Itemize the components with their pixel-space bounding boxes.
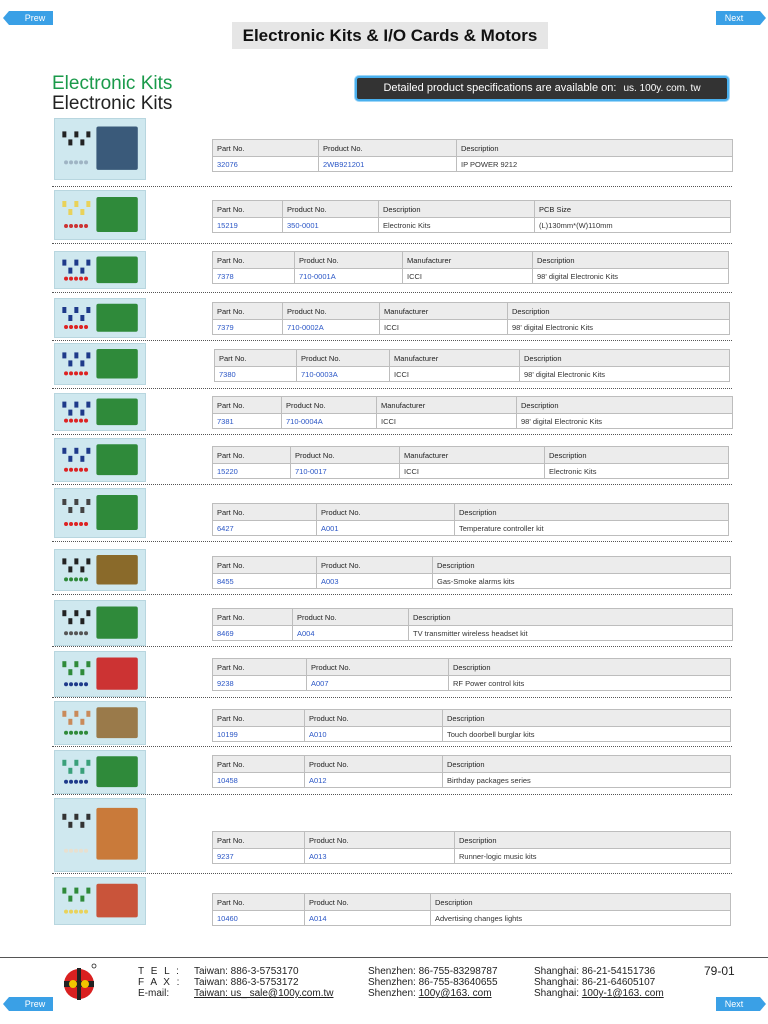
product-image	[54, 701, 146, 745]
shanghai-tel: Shanghai: 86-21-54151736	[534, 966, 656, 977]
product-number-link[interactable]: A004	[293, 626, 409, 641]
product-number-link[interactable]: 710-0001A	[295, 269, 403, 284]
table-row	[213, 521, 729, 536]
part-number-link[interactable]: 6427	[213, 521, 317, 536]
table-header-cell: Manufacturer	[380, 303, 508, 320]
prev-page-button-bottom[interactable]: Prew	[9, 997, 53, 1011]
tel-label: T E L :	[138, 966, 181, 977]
shanghai-fax: Shanghai: 86-21-64605107	[534, 977, 656, 988]
table-header-cell: Product No.	[295, 252, 403, 269]
table-header-cell: Product No.	[282, 397, 377, 414]
table-header-cell: Description	[449, 659, 731, 676]
table-header-cell: Description	[433, 557, 731, 574]
table-header-cell: Part No.	[213, 659, 307, 676]
table-header-cell: Product No.	[293, 609, 409, 626]
table-cell: ICCI	[403, 269, 533, 284]
section-title-green: Electronic Kits	[52, 73, 173, 94]
spec-banner-url[interactable]: us. 100y. com. tw	[623, 83, 701, 94]
shenzhen-tel: Shenzhen: 86-755-83298787	[368, 966, 498, 977]
product-image	[54, 549, 146, 591]
fax-label: F A X :	[138, 977, 182, 988]
row-separator	[52, 186, 732, 187]
shenzhen-email-label: Shenzhen:	[368, 988, 416, 999]
table-cell: TV transmitter wireless headset kit	[409, 626, 733, 641]
table-cell: 98' digital Electronic Kits	[520, 367, 730, 382]
table-header-cell: Part No.	[213, 557, 317, 574]
product-table	[212, 556, 731, 589]
product-table	[212, 658, 731, 691]
table-header-cell: Description	[517, 397, 733, 414]
table-cell: Temperature controller kit	[455, 521, 729, 536]
product-table	[212, 831, 731, 864]
table-header-cell: Part No.	[213, 447, 291, 464]
table-header-cell: Part No.	[213, 303, 283, 320]
table-header-cell: Description	[533, 252, 729, 269]
table-cell: ICCI	[377, 414, 517, 429]
product-number-link[interactable]: A012	[305, 773, 443, 788]
row-separator	[52, 484, 732, 485]
next-page-button[interactable]: Next	[716, 11, 760, 25]
product-table	[212, 503, 729, 536]
part-number-link[interactable]: 8455	[213, 574, 317, 589]
email-label: E-mail:	[138, 988, 170, 999]
product-image	[54, 118, 146, 180]
table-header-cell: Part No.	[213, 710, 305, 727]
table-cell: Advertising changes lights	[431, 911, 731, 926]
table-cell: (L)130mm*(W)110mm	[535, 218, 731, 233]
table-cell: ICCI	[390, 367, 520, 382]
row-separator	[52, 594, 732, 595]
table-header-cell: Description	[457, 140, 733, 157]
table-header-cell: Description	[455, 832, 731, 849]
prev-page-button[interactable]: Prew	[9, 11, 53, 25]
product-number-link[interactable]: 710-0003A	[297, 367, 390, 382]
table-row	[213, 320, 730, 335]
part-number-link[interactable]: 15219	[213, 218, 283, 233]
product-table	[212, 446, 729, 479]
table-row	[213, 464, 729, 479]
row-separator	[52, 646, 732, 647]
table-header-cell: Product No.	[307, 659, 449, 676]
table-row	[213, 773, 731, 788]
table-row	[215, 367, 730, 382]
table-header-cell: Product No.	[305, 710, 443, 727]
row-separator	[52, 292, 732, 293]
table-cell: 98' digital Electronic Kits	[508, 320, 730, 335]
table-header-cell: Part No.	[213, 252, 295, 269]
part-number-link[interactable]: 8469	[213, 626, 293, 641]
taiwan-tel: Taiwan: 886-3-5753170	[194, 966, 299, 977]
table-header-cell: Part No.	[215, 350, 297, 367]
part-number-link[interactable]: 7380	[215, 367, 297, 382]
product-number-link[interactable]: 710-0004A	[282, 414, 377, 429]
part-number-link[interactable]: 9238	[213, 676, 307, 691]
table-header-cell: Part No.	[213, 397, 282, 414]
table-cell: RF Power control kits	[449, 676, 731, 691]
table-header-cell: Description	[409, 609, 733, 626]
table-header-cell: Part No.	[213, 609, 293, 626]
table-header-cell: Description	[455, 504, 729, 521]
table-row	[213, 157, 733, 172]
part-number-link[interactable]: 9237	[213, 849, 305, 864]
product-image	[54, 393, 146, 431]
table-row	[213, 626, 733, 641]
row-separator	[52, 697, 732, 698]
product-image	[54, 190, 146, 240]
table-cell: IP POWER 9212	[457, 157, 733, 172]
shanghai-email-link[interactable]: 100y-1@163. com	[581, 988, 664, 999]
product-image	[54, 600, 146, 646]
product-number-link[interactable]: A014	[305, 911, 431, 926]
table-header-cell: Product No.	[305, 832, 455, 849]
table-header-cell: Manufacturer	[377, 397, 517, 414]
company-logo-icon	[58, 962, 100, 1002]
table-cell: Runner-logic music kits	[455, 849, 731, 864]
table-row	[213, 269, 729, 284]
product-table	[212, 251, 729, 284]
part-number-link[interactable]: 10460	[213, 911, 305, 926]
product-table	[212, 893, 731, 926]
footer-divider	[0, 957, 768, 958]
product-image	[54, 343, 146, 385]
table-header-cell: Description	[508, 303, 730, 320]
table-row	[213, 218, 731, 233]
part-number-link[interactable]: 7379	[213, 320, 283, 335]
table-header-cell: Description	[431, 894, 731, 911]
product-image	[54, 438, 146, 482]
product-number-link[interactable]: A010	[305, 727, 443, 742]
row-separator	[52, 746, 732, 747]
table-row	[213, 911, 731, 926]
product-image	[54, 298, 146, 338]
row-separator	[52, 794, 732, 795]
table-cell: 98' digital Electronic Kits	[517, 414, 733, 429]
product-number-link[interactable]: A007	[307, 676, 449, 691]
table-row	[213, 849, 731, 864]
part-number-link[interactable]: 10458	[213, 773, 305, 788]
shenzhen-email-link[interactable]: 100y@163. com	[418, 988, 492, 999]
table-header-cell: Product No.	[317, 504, 455, 521]
part-number-link[interactable]: 10199	[213, 727, 305, 742]
table-row	[213, 414, 733, 429]
row-separator	[52, 873, 732, 874]
shenzhen-fax: Shenzhen: 86-755-83640655	[368, 977, 498, 988]
table-header-cell: Part No.	[213, 504, 317, 521]
section-title: Electronic Kits	[52, 93, 173, 114]
product-number-link[interactable]: 2WB921201	[319, 157, 457, 172]
table-cell: Birthday packages series	[443, 773, 731, 788]
next-page-button-bottom[interactable]: Next	[716, 997, 760, 1011]
table-header-cell: Manufacturer	[400, 447, 545, 464]
product-number-link[interactable]: A013	[305, 849, 455, 864]
table-cell: Gas-Smoke alarms kits	[433, 574, 731, 589]
page-title: Electronic Kits & I/O Cards & Motors	[232, 22, 548, 49]
product-image	[54, 877, 146, 925]
table-header-cell: Product No.	[305, 894, 431, 911]
product-table	[212, 755, 731, 788]
table-row	[213, 676, 731, 691]
product-image	[54, 651, 146, 697]
product-image	[54, 488, 146, 538]
table-cell: ICCI	[380, 320, 508, 335]
table-cell: 98' digital Electronic Kits	[533, 269, 729, 284]
table-cell: Electronic Kits	[545, 464, 729, 479]
table-cell: Electronic Kits	[379, 218, 535, 233]
product-table	[214, 349, 730, 382]
table-header-cell: Product No.	[319, 140, 457, 157]
part-number-link[interactable]: 7378	[213, 269, 295, 284]
table-cell: ICCI	[400, 464, 545, 479]
table-header-cell: Product No.	[291, 447, 400, 464]
product-table	[212, 302, 730, 335]
part-number-link[interactable]: 7381	[213, 414, 282, 429]
footer-taiwan	[138, 966, 333, 999]
row-separator	[52, 243, 732, 244]
table-header-cell: Part No.	[213, 140, 319, 157]
row-separator	[52, 541, 732, 542]
product-table	[212, 396, 733, 429]
product-image	[54, 798, 146, 872]
taiwan-email-link[interactable]: Taiwan: us_ sale@100y.com.tw	[194, 988, 334, 999]
spec-banner[interactable]	[355, 76, 729, 101]
product-number-link[interactable]: 710-0017	[291, 464, 400, 479]
footer-shenzhen	[368, 966, 498, 999]
table-cell: Touch doorbell burglar kits	[443, 727, 731, 742]
table-row	[213, 727, 731, 742]
table-header-cell: Description	[379, 201, 535, 218]
product-table	[212, 200, 731, 233]
product-image	[54, 750, 146, 794]
spec-banner-text: Detailed product specifications are available on:	[383, 82, 617, 94]
table-row	[213, 574, 731, 589]
taiwan-fax: Taiwan: 886-3-5753172	[194, 977, 299, 988]
table-header-cell: Part No.	[213, 756, 305, 773]
product-number-link[interactable]: 350-0001	[283, 218, 379, 233]
product-table	[212, 709, 731, 742]
product-table	[212, 608, 733, 641]
product-table	[212, 139, 733, 172]
table-header-cell: Description	[443, 756, 731, 773]
table-header-cell: Manufacturer	[390, 350, 520, 367]
table-header-cell: Product No.	[283, 303, 380, 320]
part-number-link[interactable]: 15220	[213, 464, 291, 479]
product-number-link[interactable]: 710-0002A	[283, 320, 380, 335]
table-header-cell: Product No.	[297, 350, 390, 367]
page-number: 79-01	[704, 964, 735, 978]
product-number-link[interactable]: A003	[317, 574, 433, 589]
row-separator	[52, 340, 732, 341]
product-number-link[interactable]: A001	[317, 521, 455, 536]
table-header-cell: Description	[443, 710, 731, 727]
row-separator	[52, 388, 732, 389]
table-header-cell: Product No.	[283, 201, 379, 218]
footer-shanghai	[534, 966, 664, 999]
table-header-cell: Product No.	[317, 557, 433, 574]
table-header-cell: Description	[545, 447, 729, 464]
table-header-cell: Part No.	[213, 201, 283, 218]
table-header-cell: Part No.	[213, 894, 305, 911]
table-header-cell: Description	[520, 350, 730, 367]
table-header-cell: Manufacturer	[403, 252, 533, 269]
row-separator	[52, 434, 732, 435]
table-header-cell: Product No.	[305, 756, 443, 773]
table-header-cell: PCB Size	[535, 201, 731, 218]
table-header-cell: Part No.	[213, 832, 305, 849]
part-number-link[interactable]: 32076	[213, 157, 319, 172]
product-image	[54, 251, 146, 289]
shanghai-email-label: Shanghai:	[534, 988, 580, 999]
